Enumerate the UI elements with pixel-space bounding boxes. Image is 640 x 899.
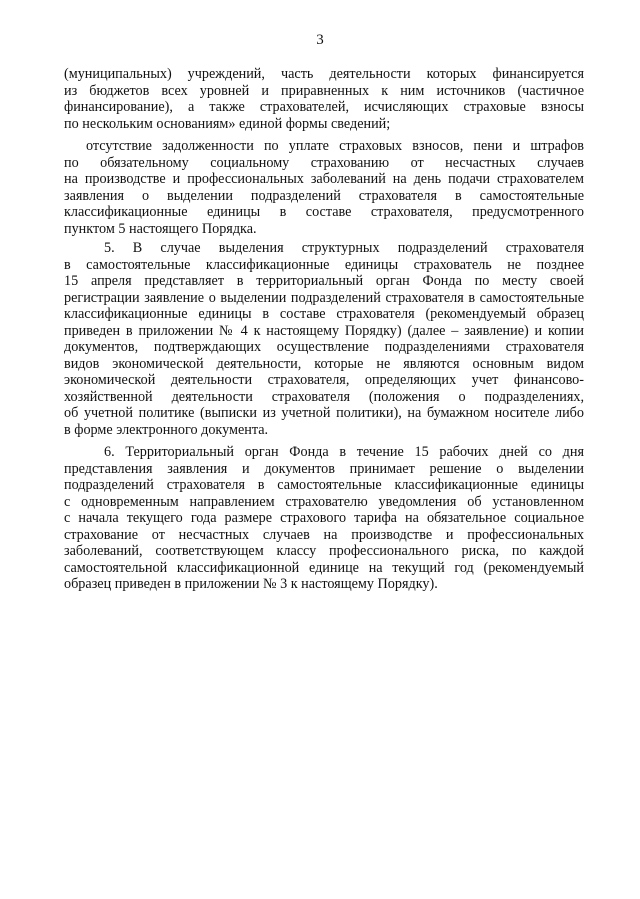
text-line: по обязательному социальному страхованию от несчастных случаев (64, 154, 584, 171)
text-line: с одновременным направлением страхователю уведомления об установленном (64, 493, 584, 510)
text-line: заболеваний, соответствующем классу профессионального риска, по каждой (64, 543, 584, 559)
text-line: 15 апреля представляет в территориальный орган Фонда по месту своей (64, 273, 584, 289)
text-line: классификационные единицы в составе страхователя, предусмотренного (64, 204, 584, 220)
text-line: 5. В случае выделения структурных подразделений страхователя (104, 240, 584, 256)
text-line: по нескольким основаниям» единой формы сведений; (64, 115, 391, 132)
text-line: представления заявления и документов принимает решение о выделении (64, 460, 584, 477)
paragraph-continuation (64, 66, 584, 132)
text-line: образец приведен в приложении № 3 к настоящему Порядку). (64, 576, 438, 592)
text-line: 6. Территориальный орган Фонда в течение 15 рабочих дней со дня (104, 444, 584, 460)
text-line: регистрации заявление о выделении подразделений страхователя в самостоятельные (64, 289, 584, 306)
text-line: об учетной политике (выписки из учетной политики), на бумажном носителе либо (64, 405, 584, 421)
text-line: из бюджетов всех уровней и приравненных к ним источников (частичное (64, 82, 584, 99)
text-line: видов экономической деятельности, которые не являются основным видом (64, 355, 584, 372)
text-line: с начала текущего года размере страхового тарифа на обязательное социальное (64, 510, 584, 526)
text-line: (муниципальных) учреждений, часть деятельности которых финансируется (64, 66, 584, 82)
text-line: на производстве и профессиональных заболеваний на день подачи страхователем (64, 171, 584, 187)
text-line: приведен в приложении № 4 к настоящему Порядку) (далее – заявление) и копии (64, 322, 584, 339)
text-line: экономической деятельности страхователя, определяющих учет финансово- (64, 372, 584, 388)
text-line: классификационные единицы в составе страхователя (рекомендуемый образец (64, 306, 584, 322)
text-line: подразделений страхователя в самостоятельные классификационные единицы (64, 477, 584, 493)
page-number: 3 (316, 32, 324, 48)
text-line: самостоятельной классификационной единице на текущий год (рекомендуемый (64, 559, 584, 576)
text-line: в форме электронного документа. (64, 421, 269, 438)
paragraph-item-6 (64, 444, 584, 593)
text-line: документов, подтверждающих осуществление подразделениями страхователя (64, 339, 584, 355)
paragraph-no-debt (64, 138, 584, 237)
text-line: хозяйственной деятельности страхователя (положения о подразделениях, (64, 388, 584, 405)
text-line: в самостоятельные классификационные единицы страхователь не позднее (64, 256, 584, 273)
paragraph-item-5 (64, 240, 584, 438)
text-line: пунктом 5 настоящего Порядка. (64, 220, 257, 237)
text-line: отсутствие задолженности по уплате страховых взносов, пени и штрафов (86, 138, 584, 154)
text-line: финансирование), а также страхователей, исчисляющих страховые взносы (64, 99, 584, 115)
text-line: заявления о выделении подразделений страхователя в самостоятельные (64, 187, 584, 204)
text-line: страхование от несчастных случаев на производстве и профессиональных (64, 526, 584, 543)
